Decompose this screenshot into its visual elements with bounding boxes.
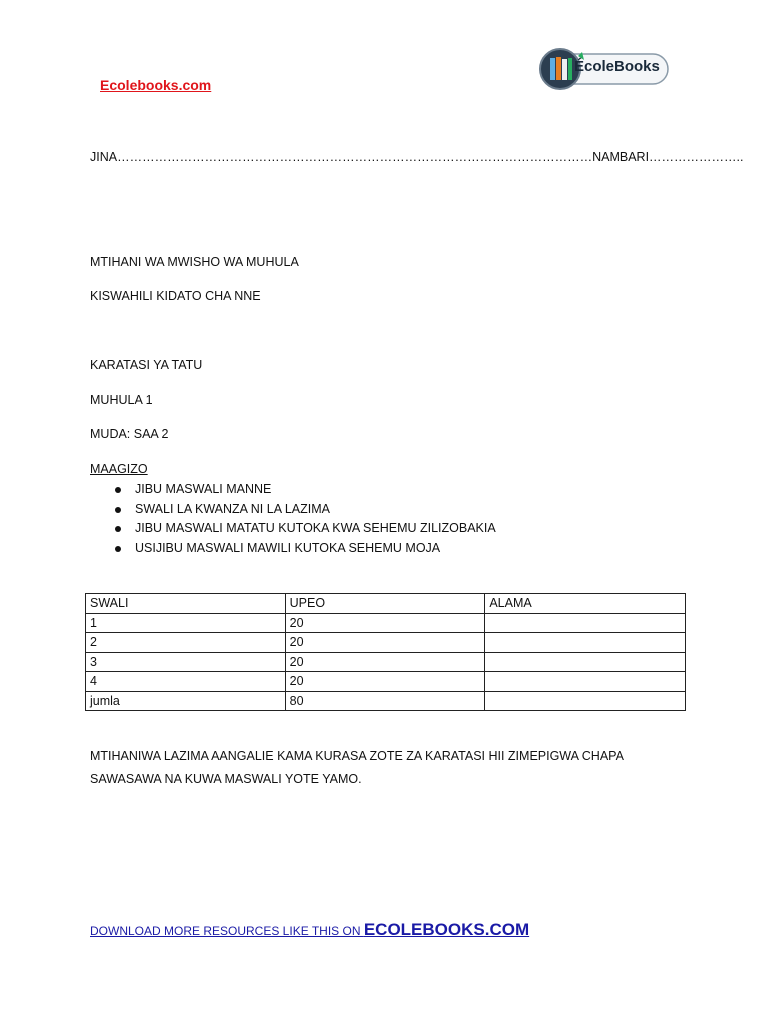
table-header-row: [86, 594, 686, 614]
table-row: [86, 633, 686, 653]
cell-alama[interactable]: [485, 652, 686, 672]
cell-swali: 3: [86, 652, 286, 672]
cell-alama[interactable]: [485, 613, 686, 633]
cell-upeo: 20: [285, 633, 485, 653]
cell-upeo: 20: [285, 672, 485, 692]
cell-swali: 2: [86, 633, 286, 653]
cell-upeo: 20: [285, 613, 485, 633]
instruction-item: [90, 539, 496, 559]
cell-alama[interactable]: [485, 691, 686, 711]
marks-table: [85, 593, 686, 711]
download-prefix: DOWNLOAD MORE RESOURCES LIKE THIS ON: [90, 924, 364, 938]
cell-alama[interactable]: [485, 633, 686, 653]
instruction-item: [90, 480, 496, 500]
bullet-icon: [115, 507, 121, 513]
instruction-item: [90, 519, 496, 539]
instruction-text: SWALI LA KWANZA NI LA LAZIMA: [135, 501, 330, 516]
column-header-upeo: UPEO: [285, 594, 485, 614]
cell-swali: 4: [86, 672, 286, 692]
table-row: [86, 672, 686, 692]
exam-term: MUHULA 1: [90, 393, 153, 407]
download-link[interactable]: [90, 920, 529, 940]
bullet-icon: [115, 487, 121, 493]
cell-swali: jumla: [86, 691, 286, 711]
instruction-text: USIJIBU MASWALI MAWILI KUTOKA SEHEMU MOJA: [135, 540, 441, 555]
site-link[interactable]: Ecolebooks.com: [100, 77, 212, 93]
table-row: [86, 652, 686, 672]
instruction-text: JIBU MASWALI MANNE: [135, 482, 272, 496]
cell-upeo: 80: [285, 691, 485, 711]
instructions-list: [90, 480, 496, 558]
logo-wordmark: ÉcoleBooks: [574, 58, 660, 75]
column-header-alama: ALAMA: [485, 594, 686, 614]
download-site: ECOLEBOOKS.COM: [363, 920, 530, 939]
cell-swali: 1: [86, 613, 286, 633]
exam-paper: KARATASI YA TATU: [90, 358, 203, 372]
exam-subject: KISWAHILI KIDATO CHA NNE: [90, 289, 261, 303]
bullet-icon: [115, 546, 121, 552]
candidate-note: MTIHANIWA LAZIMA AANGALIE KAMA KURASA ZOTE ZA KARATASI HII ZIMEPIGWA CHAPA SAWASAWA NA KUWA MASWALI YOTE YAMO.: [90, 749, 624, 786]
column-header-swali: SWALI: [86, 594, 286, 614]
instruction-text: JIBU MASWALI MATATU KUTOKA KWA SEHEMU ZILIZOBAKIA: [135, 521, 496, 535]
table-row: [86, 691, 686, 711]
name-number-line: JINA……………………………………………………………………………………………………NAMBARI…………………..: [90, 150, 744, 164]
exam-title: MTIHANI WA MWISHO WA MUHULA: [90, 255, 299, 269]
exam-time: MUDA: SAA 2: [90, 427, 169, 441]
cell-alama[interactable]: [485, 672, 686, 692]
cell-upeo: 20: [285, 652, 485, 672]
table-row: [86, 613, 686, 633]
instruction-item: [90, 500, 496, 520]
bullet-icon: [115, 526, 121, 532]
instructions-heading: MAAGIZO: [90, 462, 148, 476]
